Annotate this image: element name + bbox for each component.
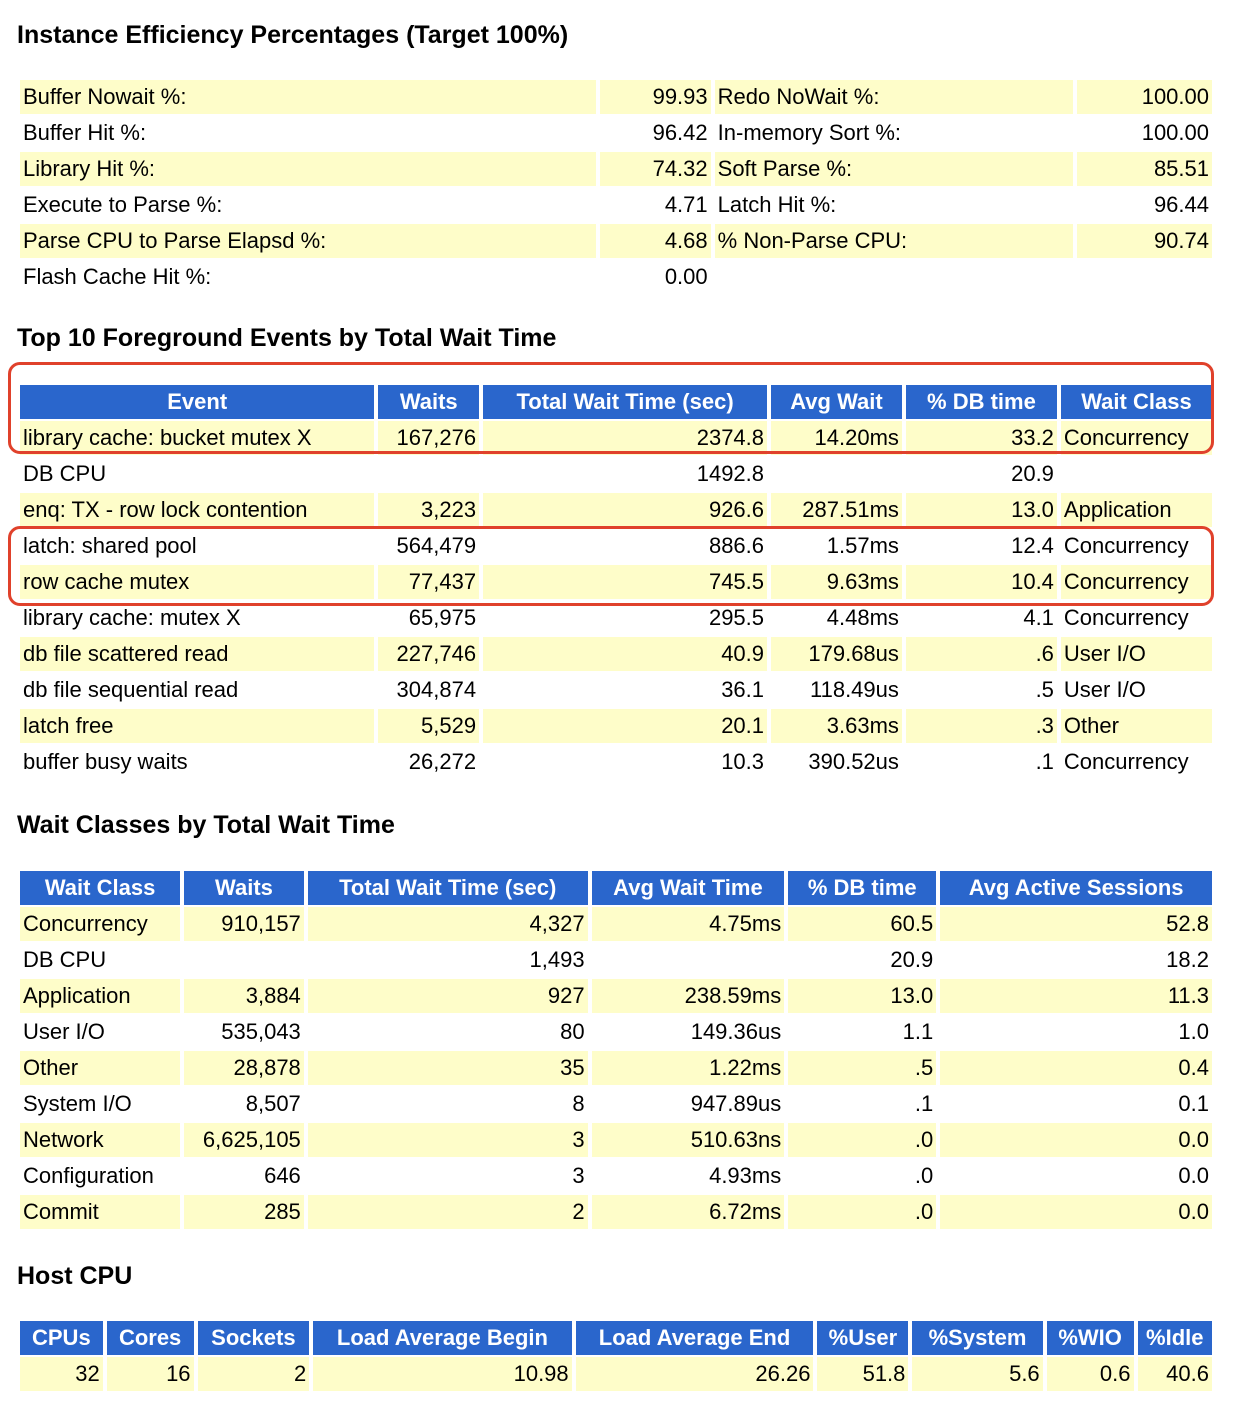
column-header: Waits <box>184 871 304 905</box>
table-cell: db file scattered read <box>20 637 374 671</box>
column-header: Avg Active Sessions <box>940 871 1212 905</box>
event-row <box>20 457 1212 491</box>
table-cell: .0 <box>914 1163 934 1188</box>
metric-value: 0.00 <box>664 264 708 289</box>
table-cell: 2374.8 <box>483 421 767 455</box>
wait-class-row <box>20 907 1212 941</box>
efficiency-table <box>16 78 1216 296</box>
metric-value: 74.32 <box>600 152 711 186</box>
wait-classes-title: Wait Classes by Total Wait Time <box>17 811 395 839</box>
table-cell: 32 <box>20 1357 103 1391</box>
table-cell <box>592 943 785 977</box>
table-cell: 6,625,105 <box>184 1123 304 1157</box>
metric-value: 85.51 <box>1077 152 1212 186</box>
table-cell: .5 <box>788 1051 936 1085</box>
metric-label: Library Hit %: <box>20 152 596 186</box>
table-cell: Configuration <box>23 1163 154 1188</box>
table-cell: enq: TX - row lock contention <box>20 493 374 527</box>
table-cell: 1.22ms <box>592 1051 785 1085</box>
table-cell: 1,493 <box>529 947 585 972</box>
column-header: %WIO <box>1047 1321 1134 1355</box>
metric-value: 100.00 <box>1141 120 1209 145</box>
table-cell: 40.6 <box>1138 1357 1212 1391</box>
wait-class-row <box>20 1159 1212 1193</box>
efficiency-row <box>20 188 1212 222</box>
table-cell: 9.63ms <box>771 565 902 599</box>
host-cpu-table <box>16 1319 1216 1393</box>
column-header: %Idle <box>1138 1321 1212 1355</box>
table-cell: 14.20ms <box>771 421 902 455</box>
wait-class-row <box>20 1087 1212 1121</box>
empty-cell <box>1077 260 1212 294</box>
metric-label: % Non-Parse CPU: <box>715 224 1073 258</box>
efficiency-row <box>20 260 1212 294</box>
table-cell: 149.36us <box>690 1019 782 1044</box>
table-cell: 535,043 <box>221 1019 301 1044</box>
metric-value: 4.71 <box>664 192 708 217</box>
wait-class-row <box>20 1195 1212 1229</box>
column-header: Sockets <box>198 1321 310 1355</box>
table-cell: 80 <box>560 1019 585 1044</box>
table-cell: 10.98 <box>313 1357 571 1391</box>
metric-label: Buffer Nowait %: <box>20 80 596 114</box>
metric-label: Soft Parse %: <box>715 152 1073 186</box>
table-cell: .0 <box>788 1123 936 1157</box>
table-cell: 77,437 <box>378 565 479 599</box>
table-cell: 12.4 <box>1011 533 1054 558</box>
efficiency-row <box>20 224 1212 258</box>
table-cell: 65,975 <box>408 605 477 630</box>
table-cell: 947.89us <box>690 1091 782 1116</box>
table-cell: library cache: bucket mutex X <box>20 421 374 455</box>
table-cell: .6 <box>906 637 1057 671</box>
table-cell: 11.3 <box>940 979 1212 1013</box>
metric-label: Parse CPU to Parse Elapsd %: <box>20 224 596 258</box>
metric-label: Latch Hit %: <box>717 192 837 217</box>
table-cell: Application <box>20 979 180 1013</box>
table-cell: 20.9 <box>1011 461 1054 486</box>
table-cell: 40.9 <box>483 637 767 671</box>
table-cell: 927 <box>308 979 588 1013</box>
table-cell: 35 <box>308 1051 588 1085</box>
wait-class-row <box>20 1051 1212 1085</box>
table-cell: User I/O <box>23 1019 105 1044</box>
table-cell: 926.6 <box>483 493 767 527</box>
table-cell: 287.51ms <box>771 493 902 527</box>
empty-cell <box>715 260 1073 294</box>
table-cell: 179.68us <box>771 637 902 671</box>
table-cell: 5.6 <box>912 1357 1042 1391</box>
table-cell: 52.8 <box>940 907 1212 941</box>
table-cell: Concurrency <box>1063 749 1189 774</box>
table-cell: System I/O <box>23 1091 132 1116</box>
metric-value: 4.68 <box>600 224 711 258</box>
table-cell: Concurrency <box>20 907 180 941</box>
table-cell: 3,223 <box>378 493 479 527</box>
table-cell: Other <box>20 1051 180 1085</box>
table-cell: 227,746 <box>378 637 479 671</box>
table-cell: User I/O <box>1061 637 1212 671</box>
metric-value: 96.44 <box>1153 192 1209 217</box>
table-cell: 20.1 <box>483 709 767 743</box>
column-header: Event <box>20 385 374 419</box>
table-cell: 16 <box>107 1357 194 1391</box>
table-cell: 1.1 <box>902 1019 934 1044</box>
event-row <box>20 529 1212 563</box>
table-cell <box>771 457 902 491</box>
column-header: % DB time <box>906 385 1057 419</box>
table-cell: 390.52us <box>808 749 899 774</box>
metric-label: Execute to Parse %: <box>23 192 223 217</box>
table-cell: 238.59ms <box>592 979 785 1013</box>
efficiency-row <box>20 80 1212 114</box>
efficiency-row <box>20 116 1212 150</box>
table-cell: 167,276 <box>378 421 479 455</box>
table-cell: 304,874 <box>396 677 477 702</box>
column-header: CPUs <box>20 1321 103 1355</box>
table-cell: 118.49us <box>810 677 899 702</box>
metric-label: In-memory Sort %: <box>717 120 902 145</box>
wait-classes-table <box>16 869 1216 1231</box>
column-header: Waits <box>378 385 479 419</box>
column-header: Total Wait Time (sec) <box>483 385 767 419</box>
table-cell: 13.0 <box>906 493 1057 527</box>
table-cell: 36.1 <box>721 677 765 702</box>
metric-label: Buffer Hit %: <box>23 120 147 145</box>
table-cell <box>1061 457 1212 491</box>
table-cell: Concurrency <box>1061 421 1212 455</box>
event-row <box>20 673 1212 707</box>
column-header: Avg Wait Time <box>592 871 785 905</box>
table-cell: 646 <box>264 1163 301 1188</box>
table-cell: 285 <box>184 1195 304 1229</box>
metric-label: Redo NoWait %: <box>715 80 1073 114</box>
metric-value: 96.42 <box>652 120 708 145</box>
table-cell: .1 <box>1035 749 1054 774</box>
table-cell: 2 <box>308 1195 588 1229</box>
wait-class-row <box>20 979 1212 1013</box>
table-cell: 3.63ms <box>771 709 902 743</box>
table-cell: .0 <box>788 1195 936 1229</box>
column-header: Wait Class <box>20 871 180 905</box>
table-cell: 0.0 <box>940 1195 1212 1229</box>
table-cell: 0.4 <box>940 1051 1212 1085</box>
table-cell: 1492.8 <box>696 461 765 486</box>
table-cell: 1.0 <box>1178 1019 1209 1044</box>
table-cell: DB CPU <box>23 947 107 972</box>
column-header: Cores <box>107 1321 194 1355</box>
table-cell: 0.0 <box>1178 1163 1209 1188</box>
table-cell: 510.63ns <box>592 1123 785 1157</box>
table-cell: 13.0 <box>788 979 936 1013</box>
table-cell: 0.1 <box>1178 1091 1209 1116</box>
table-cell: library cache: mutex X <box>23 605 241 630</box>
table-cell: Concurrency <box>1063 605 1189 630</box>
table-cell: latch: shared pool <box>23 533 197 558</box>
table-cell <box>184 943 304 977</box>
column-header: % DB time <box>788 871 936 905</box>
table-cell: 0.6 <box>1047 1357 1134 1391</box>
wait-class-row <box>20 1015 1212 1049</box>
table-cell: User I/O <box>1063 677 1146 702</box>
wait-class-row <box>20 943 1212 977</box>
column-header: Avg Wait <box>771 385 902 419</box>
table-cell: 910,157 <box>184 907 304 941</box>
event-row <box>20 637 1212 671</box>
table-cell: 8 <box>572 1091 585 1116</box>
table-cell: 2 <box>198 1357 310 1391</box>
table-cell: 18.2 <box>1166 947 1209 972</box>
table-cell <box>378 457 479 491</box>
table-cell: 4.93ms <box>709 1163 782 1188</box>
table-cell: 0.0 <box>940 1123 1212 1157</box>
table-cell: 4.48ms <box>826 605 899 630</box>
table-cell: 26.26 <box>576 1357 814 1391</box>
table-cell: latch free <box>20 709 374 743</box>
table-cell: 3 <box>572 1163 585 1188</box>
event-row <box>20 421 1212 455</box>
table-cell: .5 <box>1035 677 1054 702</box>
top-events-table <box>16 383 1216 781</box>
table-cell: .3 <box>906 709 1057 743</box>
column-header: %System <box>912 1321 1042 1355</box>
table-cell: 5,529 <box>378 709 479 743</box>
table-cell: DB CPU <box>23 461 107 486</box>
table-cell: Application <box>1061 493 1212 527</box>
efficiency-title: Instance Efficiency Percentages (Target 100%) <box>17 21 569 49</box>
column-header: Load Average Begin <box>313 1321 571 1355</box>
table-cell: 6.72ms <box>592 1195 785 1229</box>
host-cpu-row <box>20 1357 1212 1391</box>
column-header: Load Average End <box>576 1321 814 1355</box>
table-cell: 10.4 <box>906 565 1057 599</box>
table-cell: 4,327 <box>308 907 588 941</box>
table-cell: 295.5 <box>708 605 765 630</box>
metric-value: 99.93 <box>600 80 711 114</box>
table-cell: 26,272 <box>408 749 477 774</box>
table-cell: buffer busy waits <box>23 749 188 774</box>
table-cell: 10.3 <box>721 749 765 774</box>
metric-value: 100.00 <box>1077 80 1212 114</box>
wait-class-row <box>20 1123 1212 1157</box>
metric-label: Flash Cache Hit %: <box>23 264 212 289</box>
table-cell: 60.5 <box>788 907 936 941</box>
event-row <box>20 709 1212 743</box>
column-header: %User <box>817 1321 908 1355</box>
event-row <box>20 601 1212 635</box>
column-header: Total Wait Time (sec) <box>308 871 588 905</box>
metric-value: 90.74 <box>1077 224 1212 258</box>
table-cell: 3 <box>308 1123 588 1157</box>
event-row <box>20 493 1212 527</box>
table-cell: db file sequential read <box>23 677 239 702</box>
table-cell: 4.75ms <box>592 907 785 941</box>
table-cell: Commit <box>20 1195 180 1229</box>
table-cell: Concurrency <box>1061 565 1212 599</box>
table-cell: 1.57ms <box>826 533 899 558</box>
table-cell: 20.9 <box>890 947 934 972</box>
table-cell: 28,878 <box>184 1051 304 1085</box>
top-events-title: Top 10 Foreground Events by Total Wait Time <box>17 324 557 352</box>
column-header: Wait Class <box>1061 385 1212 419</box>
table-cell: Network <box>20 1123 180 1157</box>
table-cell: 564,479 <box>396 533 477 558</box>
host-cpu-title: Host CPU <box>17 1262 133 1290</box>
table-cell: 3,884 <box>184 979 304 1013</box>
efficiency-row <box>20 152 1212 186</box>
table-cell: 4.1 <box>1023 605 1054 630</box>
event-row <box>20 745 1212 779</box>
table-cell: 745.5 <box>483 565 767 599</box>
table-cell: .1 <box>914 1091 934 1116</box>
table-cell: 51.8 <box>817 1357 908 1391</box>
table-cell: 886.6 <box>708 533 765 558</box>
table-cell: row cache mutex <box>20 565 374 599</box>
table-cell: Other <box>1061 709 1212 743</box>
table-cell: Concurrency <box>1063 533 1189 558</box>
table-cell: 8,507 <box>245 1091 301 1116</box>
table-cell: 33.2 <box>906 421 1057 455</box>
event-row <box>20 565 1212 599</box>
